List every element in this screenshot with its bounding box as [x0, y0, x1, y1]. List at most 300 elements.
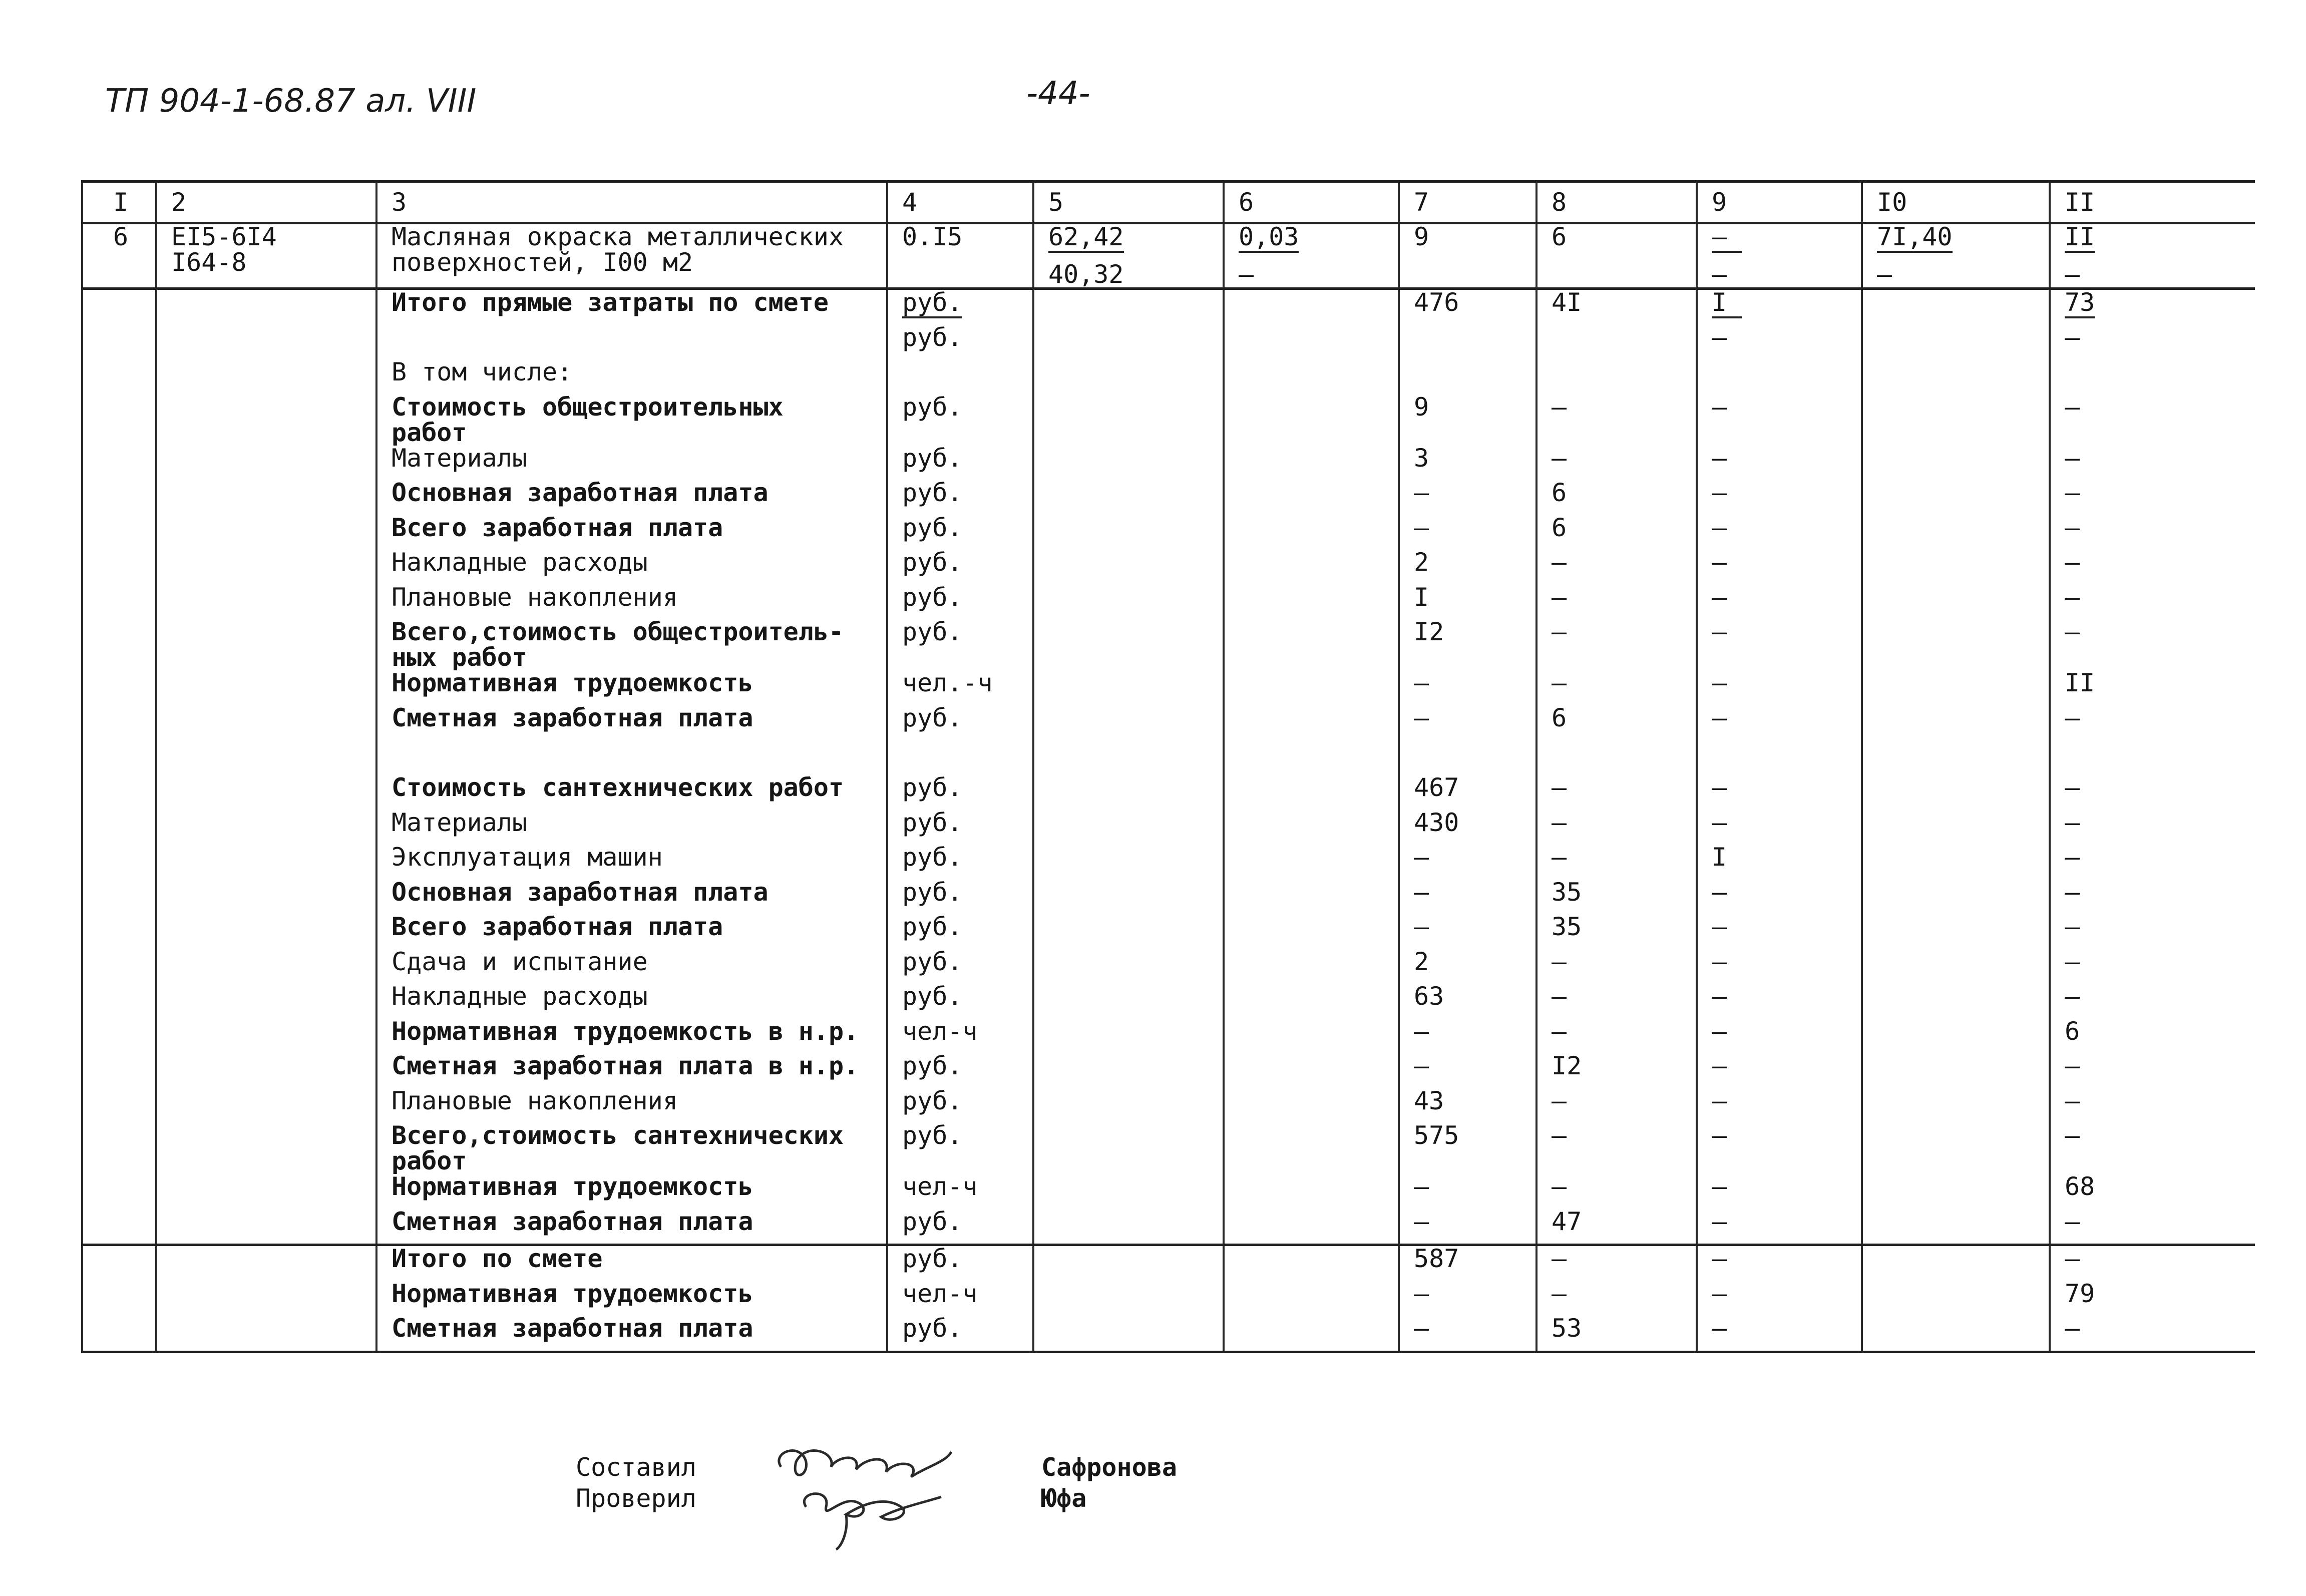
cell-c8: –: [1536, 394, 1697, 446]
cell-c3: Плановые накопления: [376, 585, 887, 620]
cell-c9: –: [1697, 880, 1862, 915]
cell-c4: чел-ч: [887, 1019, 1033, 1054]
cell-c3: Основная заработная плата: [376, 480, 887, 515]
cell-c3: Сметная заработная плата: [376, 705, 887, 740]
cell-c2: [156, 480, 376, 515]
cell-c11: –: [2050, 1245, 2255, 1281]
cell-c9: –: [1697, 1245, 1862, 1281]
cell-c7: –: [1399, 914, 1536, 949]
cell-c1: [82, 949, 156, 984]
cell-c5: [1033, 619, 1224, 670]
cell-c8: [1536, 359, 1697, 394]
cell-c10: [1862, 1019, 2050, 1054]
cell-c2: [156, 845, 376, 880]
table-row: [82, 1053, 2255, 1088]
cell-c5: [1033, 325, 1224, 360]
cell-c4: руб.: [887, 619, 1033, 670]
table-row: [82, 845, 2255, 880]
cell-c6: [1224, 550, 1399, 585]
cell-c2: [156, 394, 376, 446]
table-row: [82, 585, 2255, 620]
cell-c4: руб.: [887, 880, 1033, 915]
cell-c8: –: [1536, 810, 1697, 845]
cell-c1: [82, 550, 156, 585]
cell-c1: [82, 394, 156, 446]
cell-c2: [156, 914, 376, 949]
cell-c11: 6: [2050, 1019, 2255, 1054]
cell-c10: [1862, 446, 2050, 481]
cell-c7: –: [1399, 480, 1536, 515]
cell-c9: –: [1697, 480, 1862, 515]
cell-c2: [156, 670, 376, 705]
table-row: [82, 1209, 2255, 1245]
cell-c6: [1224, 289, 1399, 325]
cell-c6: [1224, 949, 1399, 984]
cell-c8: –: [1536, 1123, 1697, 1174]
cell-c11: –: [2050, 325, 2255, 360]
cell-c4: [887, 740, 1033, 775]
table-row: [82, 949, 2255, 984]
table-row: [82, 880, 2255, 915]
cell-c9: I: [1697, 289, 1862, 325]
cell-c10: [1862, 984, 2050, 1019]
cell-c2: [156, 325, 376, 360]
cell-c6: [1224, 325, 1399, 360]
cell-c6: [1224, 1174, 1399, 1209]
cell-c5: [1033, 1174, 1224, 1209]
cell-c6: [1224, 394, 1399, 446]
cell-c6: [1224, 515, 1399, 550]
cell-c3: Всего заработная плата: [376, 914, 887, 949]
cell-c3: Материалы: [376, 810, 887, 845]
cell-c1: [82, 984, 156, 1019]
cell-c1: [82, 845, 156, 880]
cell-c10: [1862, 775, 2050, 810]
cell-work-name: Масляная окраска металлических поверхностей, I00 м2: [376, 223, 887, 289]
cell-c2: [156, 585, 376, 620]
cell-c10: [1862, 949, 2050, 984]
cell-c3: Накладные расходы: [376, 984, 887, 1019]
cell-c9: –: [1697, 949, 1862, 984]
table-row: [82, 1123, 2255, 1174]
cell-c4: руб.: [887, 480, 1033, 515]
cell-c7: 430: [1399, 810, 1536, 845]
cell-c11: [2050, 359, 2255, 394]
cell-quantity: 0.I5: [887, 223, 1033, 289]
cell-c1: [82, 446, 156, 481]
cell-c5: [1033, 705, 1224, 740]
cell-c2: [156, 1088, 376, 1123]
cell-c7: –: [1399, 670, 1536, 705]
column-header: 9: [1697, 182, 1862, 223]
cell-c1: [82, 914, 156, 949]
cell-c5: [1033, 914, 1224, 949]
cell-c1: [82, 619, 156, 670]
cell-c7: –: [1399, 1209, 1536, 1245]
cell-c2: [156, 515, 376, 550]
cell-c3: Нормативная трудоемкость: [376, 1174, 887, 1209]
cell-c9: –: [1697, 1316, 1862, 1352]
cell-c11: –: [2050, 515, 2255, 550]
cell-c3: Материалы: [376, 446, 887, 481]
cell-c1: [82, 740, 156, 775]
cell-c9: I: [1697, 845, 1862, 880]
cell-c1: [82, 705, 156, 740]
cell-c8: –: [1536, 446, 1697, 481]
cell-c5: [1033, 515, 1224, 550]
cell-c4: руб.: [887, 810, 1033, 845]
cell-c4: руб.: [887, 550, 1033, 585]
cell-c6: [1224, 619, 1399, 670]
cell-c11: –: [2050, 775, 2255, 810]
cell-c9: –: [1697, 1123, 1862, 1174]
cell-c3: [376, 325, 887, 360]
cell-c7: 467: [1399, 775, 1536, 810]
table-row: [82, 1174, 2255, 1209]
cell-c6: [1224, 1088, 1399, 1123]
cell-rate-code: ЕI5-6I4 I64-8: [156, 223, 376, 289]
cell-c6: [1224, 1123, 1399, 1174]
cell-col11: II –: [2050, 223, 2255, 289]
cell-c7: –: [1399, 705, 1536, 740]
table-row: [82, 705, 2255, 740]
cell-c6: [1224, 359, 1399, 394]
cell-c4: [887, 359, 1033, 394]
table-row: [82, 550, 2255, 585]
cell-c6: [1224, 1019, 1399, 1054]
cell-c8: 4I: [1536, 289, 1697, 325]
cell-c2: [156, 359, 376, 394]
cell-c10: [1862, 359, 2050, 394]
table-row: [82, 775, 2255, 810]
cell-c10: [1862, 480, 2050, 515]
table-row: [82, 670, 2255, 705]
cell-c10: [1862, 914, 2050, 949]
cell-c11: –: [2050, 446, 2255, 481]
cell-c11: –: [2050, 619, 2255, 670]
cell-c11: –: [2050, 949, 2255, 984]
cell-c2: [156, 446, 376, 481]
cell-c4: руб.: [887, 1209, 1033, 1245]
cell-c6: [1224, 740, 1399, 775]
cell-c10: [1862, 1174, 2050, 1209]
checked-name: Юфа: [1041, 1484, 1087, 1513]
cell-c8: –: [1536, 984, 1697, 1019]
table-row: [82, 359, 2255, 394]
cell-c5: [1033, 446, 1224, 481]
cell-c7: 43: [1399, 1088, 1536, 1123]
cell-c8: 6: [1536, 515, 1697, 550]
cell-c2: [156, 775, 376, 810]
cell-c2: [156, 1281, 376, 1316]
cell-c6: [1224, 775, 1399, 810]
cell-c10: [1862, 585, 2050, 620]
cell-c9: [1697, 359, 1862, 394]
cell-c11: –: [2050, 585, 2255, 620]
cell-c4: руб.: [887, 515, 1033, 550]
cell-c8: 53: [1536, 1316, 1697, 1352]
cell-c6: [1224, 1209, 1399, 1245]
cell-c1: [82, 585, 156, 620]
cell-c9: –: [1697, 619, 1862, 670]
table-row: [82, 1019, 2255, 1054]
cell-c2: [156, 1174, 376, 1209]
cell-c10: [1862, 810, 2050, 845]
cell-c6: [1224, 585, 1399, 620]
cell-c3: Итого прямые затраты по смете: [376, 289, 887, 325]
checked-label: Проверил: [576, 1484, 696, 1513]
cell-c11: –: [2050, 880, 2255, 915]
table-row: [82, 740, 2255, 775]
cell-c11: –: [2050, 1053, 2255, 1088]
cell-c7: –: [1399, 1053, 1536, 1088]
cell-col7: 9: [1399, 223, 1536, 289]
cell-c3: Плановые накопления: [376, 1088, 887, 1123]
cell-c4: чел-ч: [887, 1281, 1033, 1316]
cell-c5: [1033, 1123, 1224, 1174]
cell-c3: Сдача и испытание: [376, 949, 887, 984]
cell-c2: [156, 1209, 376, 1245]
table-row: [82, 619, 2255, 670]
cell-c10: [1862, 1209, 2050, 1245]
cell-c7: –: [1399, 1174, 1536, 1209]
cell-c1: [82, 1281, 156, 1316]
cell-c7: 9: [1399, 394, 1536, 446]
cell-c5: [1033, 775, 1224, 810]
cell-c5: [1033, 880, 1224, 915]
table-row: [82, 394, 2255, 446]
cell-c10: [1862, 325, 2050, 360]
cell-c6: [1224, 480, 1399, 515]
signature-labels: [576, 1452, 696, 1514]
cell-c7: –: [1399, 1316, 1536, 1352]
cell-c5: [1033, 480, 1224, 515]
column-header: 8: [1536, 182, 1697, 223]
cell-c11: –: [2050, 480, 2255, 515]
cell-c8: 35: [1536, 880, 1697, 915]
cell-c5: [1033, 550, 1224, 585]
cell-c4: чел-ч: [887, 1174, 1033, 1209]
cell-c1: [82, 480, 156, 515]
cell-c1: [82, 880, 156, 915]
cell-c1: [82, 810, 156, 845]
cell-c4: руб.: [887, 585, 1033, 620]
cell-c4: руб.: [887, 325, 1033, 360]
cell-c9: –: [1697, 394, 1862, 446]
cell-c5: [1033, 845, 1224, 880]
cell-c4: руб.: [887, 1053, 1033, 1088]
cell-c2: [156, 705, 376, 740]
cell-c7: –: [1399, 515, 1536, 550]
cell-c11: –: [2050, 705, 2255, 740]
cell-c7: 2: [1399, 949, 1536, 984]
table-row: [82, 446, 2255, 481]
cell-c9: –: [1697, 1281, 1862, 1316]
cell-c10: [1862, 1245, 2050, 1281]
column-header: I: [82, 182, 156, 223]
cell-c10: [1862, 880, 2050, 915]
cell-c9: –: [1697, 515, 1862, 550]
cell-c6: [1224, 1316, 1399, 1352]
cell-c7: I: [1399, 585, 1536, 620]
cell-col8: 6: [1536, 223, 1697, 289]
cell-c3: Сметная заработная плата в н.р.: [376, 1053, 887, 1088]
cell-c10: [1862, 550, 2050, 585]
handwritten-signature-icon: [761, 1432, 981, 1552]
cell-c7: –: [1399, 1019, 1536, 1054]
cell-c7: 587: [1399, 1245, 1536, 1281]
cell-c9: –: [1697, 705, 1862, 740]
cell-c10: [1862, 670, 2050, 705]
cell-c8: 6: [1536, 705, 1697, 740]
cell-c5: [1033, 984, 1224, 1019]
cell-c1: [82, 1245, 156, 1281]
table-row: [82, 984, 2255, 1019]
cell-c9: –: [1697, 1088, 1862, 1123]
page-number: -44-: [1026, 75, 1090, 112]
cell-c10: [1862, 705, 2050, 740]
cell-c7: 2: [1399, 550, 1536, 585]
table-row: [82, 1088, 2255, 1123]
cell-c2: [156, 740, 376, 775]
table-row: [82, 1316, 2255, 1352]
cell-c9: –: [1697, 670, 1862, 705]
cell-c2: [156, 1053, 376, 1088]
cell-c7: –: [1399, 1281, 1536, 1316]
cell-c3: Основная заработная плата: [376, 880, 887, 915]
cell-c9: –: [1697, 914, 1862, 949]
cell-c3: Стоимость сантехнических работ: [376, 775, 887, 810]
column-header: II: [2050, 182, 2255, 223]
cell-c10: [1862, 845, 2050, 880]
cell-unit-cost: 62,42 40,32: [1033, 223, 1224, 289]
cell-c2: [156, 550, 376, 585]
cell-c6: [1224, 810, 1399, 845]
cell-c9: –: [1697, 1174, 1862, 1209]
cell-c5: [1033, 585, 1224, 620]
table-row: [82, 289, 2255, 325]
cell-c3: Стоимость общестроительных работ: [376, 394, 887, 446]
cell-col9: – –: [1697, 223, 1862, 289]
cell-c8: –: [1536, 775, 1697, 810]
cell-c11: –: [2050, 1209, 2255, 1245]
cell-c9: –: [1697, 585, 1862, 620]
cell-c7: [1399, 740, 1536, 775]
cell-c11: –: [2050, 550, 2255, 585]
cell-c3: Всего,стоимость общестроитель- ных работ: [376, 619, 887, 670]
cell-c3: Эксплуатация машин: [376, 845, 887, 880]
cell-c10: [1862, 619, 2050, 670]
cell-c7: 575: [1399, 1123, 1536, 1174]
cell-c7: [1399, 325, 1536, 360]
cell-c3: Всего заработная плата: [376, 515, 887, 550]
cell-c5: [1033, 1316, 1224, 1352]
cell-c6: [1224, 1245, 1399, 1281]
cell-c6: [1224, 984, 1399, 1019]
cell-c8: –: [1536, 949, 1697, 984]
cell-c8: [1536, 325, 1697, 360]
compiled-label: Составил: [576, 1453, 696, 1482]
cell-c8: –: [1536, 585, 1697, 620]
cell-c5: [1033, 740, 1224, 775]
cell-c4: руб.: [887, 1316, 1033, 1352]
cell-c11: –: [2050, 1088, 2255, 1123]
cell-c9: –: [1697, 984, 1862, 1019]
cell-c1: [82, 775, 156, 810]
cell-c6: [1224, 670, 1399, 705]
table-row: [82, 223, 2255, 289]
cell-c1: [82, 1123, 156, 1174]
cell-c10: [1862, 1123, 2050, 1174]
cell-c9: –: [1697, 446, 1862, 481]
column-header: 7: [1399, 182, 1536, 223]
cell-c9: –: [1697, 1209, 1862, 1245]
cell-c11: [2050, 740, 2255, 775]
cell-c4: руб.: [887, 446, 1033, 481]
cell-c1: [82, 1088, 156, 1123]
cell-col10: 7I,40 –: [1862, 223, 2050, 289]
cell-c3: Итого по смете: [376, 1245, 887, 1281]
cell-c9: [1697, 740, 1862, 775]
cell-c8: 35: [1536, 914, 1697, 949]
signature-names: [1041, 1452, 1177, 1514]
cell-c7: 63: [1399, 984, 1536, 1019]
cell-c8: 6: [1536, 480, 1697, 515]
cell-c11: 79: [2050, 1281, 2255, 1316]
cell-c2: [156, 949, 376, 984]
cell-c8: 47: [1536, 1209, 1697, 1245]
table-row: [82, 1245, 2255, 1281]
cell-c4: руб.: [887, 1123, 1033, 1174]
cell-c5: [1033, 1245, 1224, 1281]
cell-c10: [1862, 1316, 2050, 1352]
cell-c2: [156, 810, 376, 845]
cell-c1: [82, 359, 156, 394]
column-header: 6: [1224, 182, 1399, 223]
cell-c5: [1033, 670, 1224, 705]
table-row: [82, 515, 2255, 550]
cell-c7: I2: [1399, 619, 1536, 670]
cell-c4: руб.: [887, 914, 1033, 949]
cell-c4: руб.: [887, 1088, 1033, 1123]
cell-c5: [1033, 810, 1224, 845]
cell-c8: –: [1536, 845, 1697, 880]
cell-c3: Сметная заработная плата: [376, 1316, 887, 1352]
cell-c5: [1033, 1088, 1224, 1123]
cell-c1: [82, 515, 156, 550]
cell-c4: руб.: [887, 949, 1033, 984]
cell-c9: –: [1697, 550, 1862, 585]
cell-c2: [156, 1245, 376, 1281]
cell-c11: 68: [2050, 1174, 2255, 1209]
cell-c9: –: [1697, 1053, 1862, 1088]
cell-c11: –: [2050, 914, 2255, 949]
cell-c2: [156, 1019, 376, 1054]
cell-c4: руб.: [887, 775, 1033, 810]
cell-c5: [1033, 394, 1224, 446]
cell-c5: [1033, 1053, 1224, 1088]
cell-c8: –: [1536, 1245, 1697, 1281]
column-header: 3: [376, 182, 887, 223]
estimate-table: [81, 180, 2255, 1353]
cell-c9: –: [1697, 810, 1862, 845]
cell-c5: [1033, 289, 1224, 325]
cell-c6: [1224, 845, 1399, 880]
cell-c8: [1536, 740, 1697, 775]
table-row: [82, 810, 2255, 845]
cell-c11: –: [2050, 845, 2255, 880]
table-row: [82, 480, 2255, 515]
